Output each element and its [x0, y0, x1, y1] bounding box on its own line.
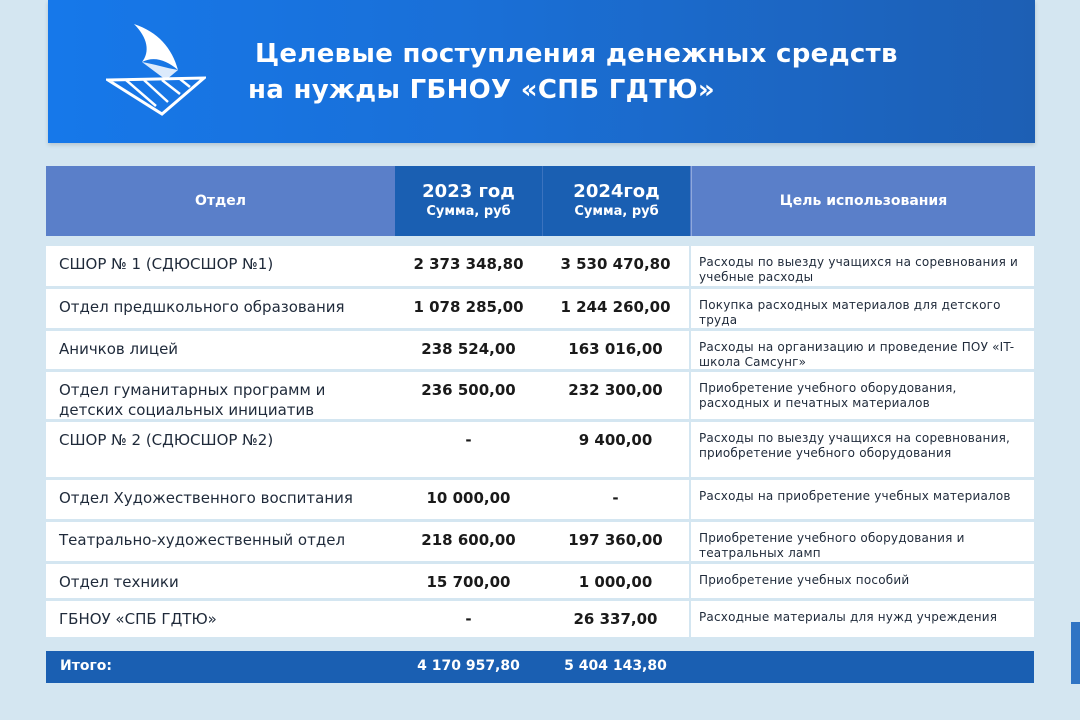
- header-year-2023-label: 2023 год: [422, 181, 515, 202]
- row-value-2023: 1 078 285,00: [413, 298, 524, 316]
- row-department: Отдел гуманитарных программ и детских социальных инициатив: [59, 381, 326, 419]
- total-label: Итого:: [60, 658, 112, 674]
- header-year-2023: [395, 166, 542, 236]
- title-line-2: на нужды ГБНОУ «СПБ ГДТЮ»: [248, 75, 716, 105]
- row-value-2023: 10 000,00: [426, 489, 511, 507]
- row-value-2023: -: [465, 610, 472, 628]
- row-value-2024: 9 400,00: [578, 431, 653, 449]
- table-header: [46, 166, 1034, 236]
- row-purpose: Приобретение учебного оборудования, расходных и печатных материалов: [699, 381, 957, 410]
- side-tab: [1071, 622, 1080, 684]
- bird-logo-icon: [106, 22, 206, 116]
- row-department: Аничков лицей: [59, 340, 179, 358]
- column-separator: [689, 372, 691, 419]
- column-separator: [689, 331, 691, 369]
- header-purpose: Цель использования: [691, 166, 1035, 236]
- title-banner: [48, 0, 1035, 143]
- row-value-2024: 163 016,00: [568, 340, 663, 358]
- row-department: СШОР № 1 (СДЮСШОР №1): [59, 255, 274, 273]
- header-unit-2023: Сумма, руб: [426, 204, 511, 219]
- row-purpose: Приобретение учебного оборудования и театральных ламп: [699, 531, 965, 560]
- page-title: [248, 36, 898, 108]
- row-department: Отдел предшкольного образования: [59, 298, 345, 316]
- row-value-2023: -: [465, 431, 472, 449]
- row-value-2023: 15 700,00: [426, 573, 511, 591]
- table-row: [46, 289, 1034, 328]
- row-value-2024: -: [612, 489, 619, 507]
- row-value-2024: 1 244 260,00: [560, 298, 671, 316]
- row-purpose: Расходы по выезду учащихся на соревнования и учебные расходы: [699, 255, 1019, 284]
- row-value-2024: 26 337,00: [573, 610, 658, 628]
- row-value-2023: 218 600,00: [421, 531, 516, 549]
- column-separator: [689, 246, 691, 286]
- row-department: Отдел техники: [59, 573, 179, 591]
- table-row: [46, 564, 1034, 598]
- total-value-2023: 4 170 957,80: [417, 658, 520, 674]
- total-value-2024: 5 404 143,80: [564, 658, 667, 674]
- row-purpose: Расходы по выезду учащихся на соревнования, приобретение учебного оборудования: [699, 431, 1011, 460]
- row-purpose: Расходы на организацию и проведение ПОУ «IT-школа Самсунг»: [699, 340, 1015, 369]
- row-value-2023: 236 500,00: [421, 381, 516, 399]
- row-purpose: Расходные материалы для нужд учреждения: [699, 610, 998, 624]
- row-purpose: Расходы на приобретение учебных материалов: [699, 489, 1011, 503]
- row-department: СШОР № 2 (СДЮСШОР №2): [59, 431, 274, 449]
- row-department: Отдел Художественного воспитания: [59, 489, 353, 507]
- table-row: [46, 331, 1034, 369]
- row-value-2024: 3 530 470,80: [560, 255, 671, 273]
- table-row: [46, 422, 1034, 477]
- row-value-2023: 238 524,00: [421, 340, 516, 358]
- table-row: [46, 522, 1034, 561]
- row-value-2023: 2 373 348,80: [413, 255, 524, 273]
- table-row: [46, 601, 1034, 637]
- header-department: Отдел: [194, 193, 247, 209]
- table-body: [46, 246, 1034, 640]
- table-row: [46, 372, 1034, 419]
- row-department: ГБНОУ «СПБ ГДТЮ»: [59, 610, 217, 628]
- row-purpose: Приобретение учебных пособий: [699, 573, 910, 587]
- row-value-2024: 1 000,00: [578, 573, 653, 591]
- header-year-2024-label: 2024год: [573, 181, 660, 202]
- header-year-2024: [542, 166, 690, 236]
- column-separator: [689, 422, 691, 477]
- row-value-2024: 232 300,00: [568, 381, 663, 399]
- total-row: [46, 651, 1034, 683]
- title-line-1: Целевые поступления денежных средств: [255, 39, 898, 69]
- table-row: [46, 480, 1034, 519]
- column-separator: [689, 564, 691, 598]
- row-value-2024: 197 360,00: [568, 531, 663, 549]
- table-row: [46, 246, 1034, 286]
- column-separator: [689, 522, 691, 561]
- row-purpose: Покупка расходных материалов для детского труда: [699, 298, 1001, 327]
- column-separator: [689, 289, 691, 328]
- header-unit-2024: Сумма, руб: [574, 204, 659, 219]
- column-separator: [689, 480, 691, 519]
- column-separator: [689, 601, 691, 637]
- row-department: Театрально-художественный отдел: [59, 531, 346, 549]
